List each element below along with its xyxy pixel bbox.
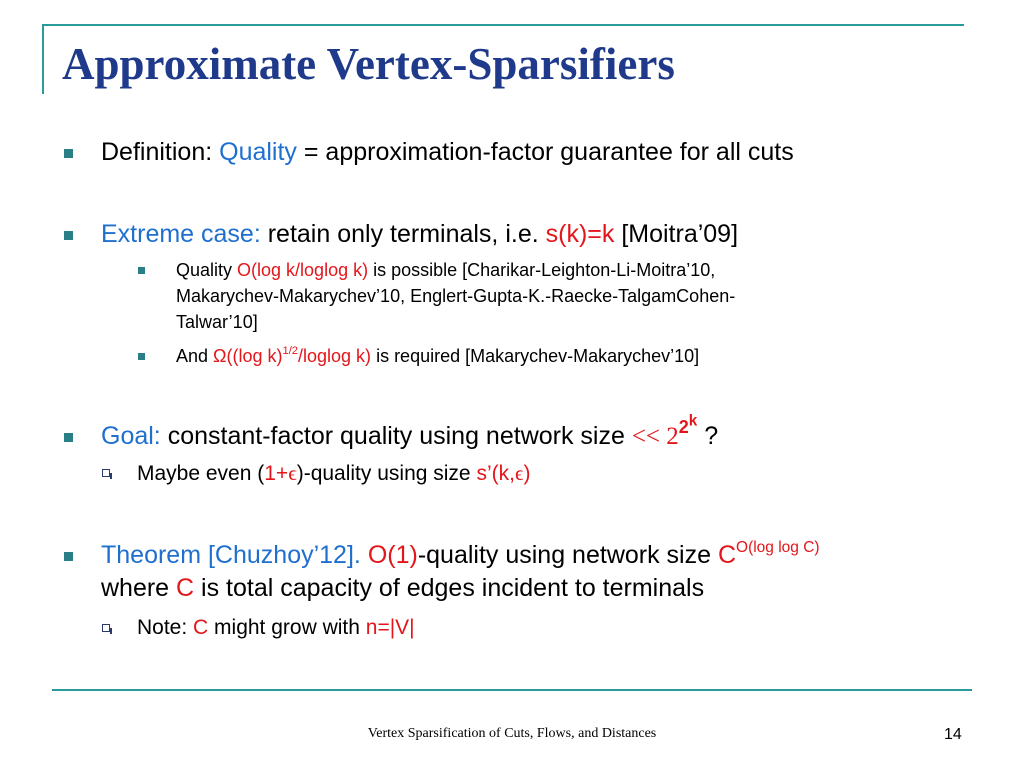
maybe-even-text [137,459,530,488]
goal-size-formula [631,412,698,450]
theorem-body: -quality using network size [417,541,718,569]
hollow-square-bullet-icon [102,469,110,477]
theorem-c: C [717,541,737,569]
note-n: n=|V| [365,616,415,639]
theorem-space [361,541,368,569]
lower-bound-a: And [176,346,214,366]
square-bullet-icon [64,552,73,561]
note-text [137,614,415,642]
square-bullet-icon [138,267,145,274]
square-bullet-icon [138,353,145,360]
goal-text [101,412,719,453]
goal-lt: << [631,423,667,450]
extreme-case-lead: Extreme case: [101,220,261,248]
goal-exponent [678,412,698,438]
quality-term: Quality [219,138,297,166]
maybe-even-one-plus: 1+ [264,462,289,485]
quality-possible-b: is possible [Charikar-Leighton-Li-Moitra’10, [368,260,716,280]
maybe-even-size: s’(k, [476,462,515,485]
lower-bound-formula [213,346,371,366]
bottom-rule [52,689,972,691]
theorem-text [101,539,820,572]
slide-footer: Vertex Sparsification of Cuts, Flows, and Distances [367,726,657,741]
left-rule [42,24,44,94]
maybe-even-a: Maybe even ( [137,462,265,485]
goal-lead: Goal: [101,422,161,450]
maybe-even-eps: ϵ [288,461,297,485]
square-bullet-icon [64,433,73,442]
goal-exp: 2 [678,417,689,438]
note-c: C [193,616,209,639]
theorem-line2-a: where [101,574,177,602]
lower-bound-b: is required [Makarychev-Makarychev’10] [371,346,700,366]
quality-possible-line1 [176,257,715,283]
extreme-case-text-a: retain only terminals, i.e. [260,220,546,248]
maybe-even-f2 [476,462,530,485]
hollow-square-bullet-icon [102,624,110,632]
quality-possible-a: Quality [176,260,238,280]
lower-bound-f1: Ω((log k) [213,346,283,366]
slide-title: Approximate Vertex-Sparsifiers [62,39,675,89]
goal-body: constant-factor quality using network size [160,422,632,450]
top-rule [42,24,964,26]
square-bullet-icon [64,231,73,240]
theorem-line2 [101,572,704,605]
maybe-even-close: ) [523,462,531,485]
theorem-line2-c: C [176,574,195,602]
theorem-o1: O(1) [367,541,418,569]
theorem-line2-b: is total capacity of edges incident to terminals [194,574,705,602]
theorem-size [718,541,820,569]
extreme-case-formula: s(k)=k [545,220,615,248]
definition-text [101,136,794,169]
quality-possible-line2: Makarychev-Makarychev’10, Englert-Gupta-K.-Raecke-TalgamCohen- [176,286,736,306]
square-bullet-icon [64,149,73,158]
maybe-even-eps2: ϵ [514,461,524,485]
theorem-exponent: O(log log C) [736,539,820,557]
extreme-case-text [101,218,738,251]
extreme-case-citation: [Moitra’09] [614,220,739,248]
note-b: might grow with [208,616,366,639]
lower-bound-f2: /loglog k) [298,346,372,366]
page-number: 14 [944,726,962,743]
definition-rest: = approximation-factor guarantee for all cuts [296,138,794,166]
definition-lead: Definition: [101,138,220,166]
maybe-even-f1 [264,462,296,485]
quality-possible-formula: O(log k/loglog k) [237,260,369,280]
quality-possible-line3: Talwar’10] [176,312,258,332]
lower-bound-text [176,343,699,369]
note-a: Note: [137,616,194,639]
goal-exp2: k [688,412,698,430]
goal-question: ? [697,422,719,450]
goal-base: 2 [666,423,679,450]
theorem-lead: Theorem [Chuzhoy’12]. [101,541,361,569]
lower-bound-sup: 1/2 [282,345,299,358]
maybe-even-b: )-quality using size [296,462,477,485]
